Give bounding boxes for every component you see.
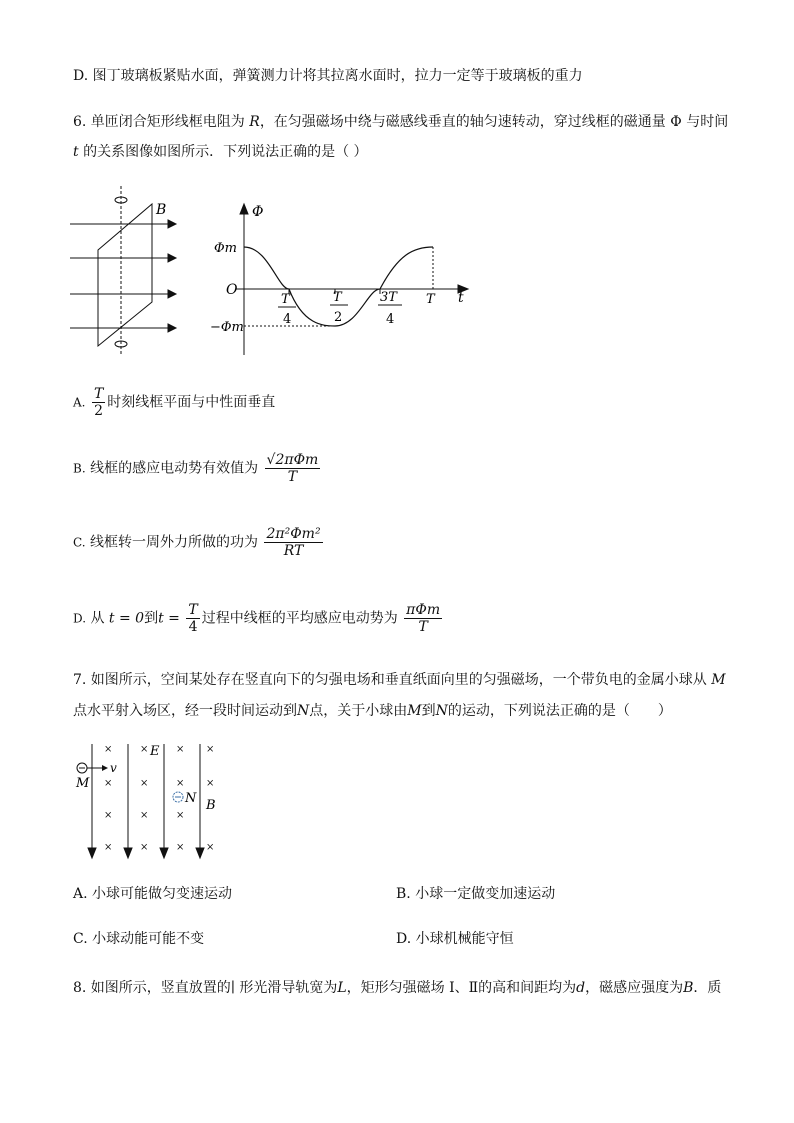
option-label: A. bbox=[73, 395, 86, 410]
q7-option-c: C. 小球动能可能不变 bbox=[73, 931, 205, 947]
q7-magnetic-crosses bbox=[104, 744, 214, 853]
frac-numerator: 2π²Φm² bbox=[266, 526, 321, 542]
frac-numerator: T bbox=[93, 386, 104, 402]
q7-field-figure bbox=[72, 738, 222, 862]
svg-text:×: × bbox=[176, 810, 185, 821]
svg-text:×: × bbox=[176, 778, 185, 789]
q6-resistance-symbol: R bbox=[249, 114, 260, 130]
frac-numerator: πΦm bbox=[406, 602, 441, 618]
q6-option-a bbox=[73, 386, 275, 422]
svg-text:×: × bbox=[104, 842, 113, 853]
option-text: 线框的感应电动势有效值为 bbox=[90, 460, 259, 477]
frac-denominator: 4 bbox=[188, 619, 198, 635]
option-label: C. bbox=[73, 535, 86, 550]
svg-text:×: × bbox=[140, 810, 149, 821]
svg-text:×: × bbox=[176, 842, 185, 853]
svg-text:×: × bbox=[176, 744, 185, 755]
q6-option-b bbox=[73, 452, 322, 488]
frac-numerator: √2πΦm bbox=[266, 452, 319, 468]
frac-denominator: RT bbox=[283, 543, 304, 559]
q6-text: 的关系图像如图所示．下列说法正确的是（ ） bbox=[78, 144, 368, 160]
q8-text: 形光滑导轨宽为 bbox=[234, 980, 338, 996]
svg-text:×: × bbox=[206, 744, 215, 755]
q8-text: ．质 bbox=[693, 980, 722, 996]
q8-width-symbol: L bbox=[337, 980, 347, 996]
q8-height-symbol: d bbox=[576, 980, 586, 996]
math-text: t = bbox=[158, 610, 180, 627]
q7-point-m: M bbox=[407, 703, 422, 719]
tick-label-t2-den: 2 bbox=[334, 310, 343, 325]
frac-denominator: 2 bbox=[94, 403, 104, 419]
q6-flux-graph bbox=[208, 200, 478, 360]
tick-label-3t4: 3T bbox=[380, 290, 397, 305]
q7-n-label: N bbox=[185, 791, 197, 806]
svg-text:×: × bbox=[140, 842, 149, 853]
option-label: B. bbox=[73, 461, 86, 476]
svg-text:×: × bbox=[104, 744, 113, 755]
option-text: 从 bbox=[90, 610, 105, 627]
option-text: 线框转一周外力所做的功为 bbox=[90, 534, 259, 551]
svg-text:×: × bbox=[104, 778, 113, 789]
svg-text:×: × bbox=[140, 744, 149, 755]
q7-b-label: B bbox=[206, 798, 216, 813]
q6-option-c bbox=[73, 526, 325, 562]
q6-field-lines bbox=[70, 220, 176, 332]
q7-text: 到 bbox=[421, 703, 436, 719]
svg-text:×: × bbox=[206, 778, 215, 789]
q7-option-d: D. 小球机械能守恒 bbox=[396, 931, 514, 947]
q7-text: 点水平射入场区，经一段时间运动到 bbox=[73, 703, 297, 719]
q6-text: 6. 单匝闭合矩形线框电阻为 bbox=[73, 114, 245, 130]
q8-text: ，磁感应强度为 bbox=[585, 980, 684, 996]
graph-min-label: −Φm bbox=[210, 320, 244, 335]
tick-label-t2: T bbox=[333, 290, 342, 305]
q7-text: 的运动，下列说法正确的是（ ） bbox=[447, 703, 672, 719]
q8-text: ，矩形匀强磁场 Ⅰ、Ⅱ的高和间距均为 bbox=[346, 980, 577, 996]
tick-label-3t4-den: 4 bbox=[386, 312, 395, 327]
q6-b-label: B bbox=[156, 202, 167, 218]
svg-text:×: × bbox=[104, 810, 113, 821]
tick-label-t4: T bbox=[281, 292, 290, 307]
q7-option-b: B. 小球一定做变加速运动 bbox=[396, 886, 556, 902]
tick-label-t4-den: 4 bbox=[283, 312, 292, 327]
q7-point-n: N bbox=[435, 703, 448, 719]
option-text: 到 bbox=[144, 610, 159, 627]
q8-rail-symbol: ∣ bbox=[230, 980, 235, 996]
q7-m-label: M bbox=[76, 776, 90, 791]
q7-velocity-label: v bbox=[110, 761, 117, 775]
q6-time-symbol: t bbox=[73, 144, 79, 160]
svg-text:×: × bbox=[206, 842, 215, 853]
q6-stem-line2 bbox=[73, 142, 368, 162]
option-label: D. bbox=[73, 611, 87, 626]
q5-option-d: D. 图丁玻璃板紧贴水面，弹簧测力计将其拉离水面时，拉力一定等于玻璃板的重力 bbox=[73, 68, 583, 84]
q8-text: 8. 如图所示，竖直放置的 bbox=[73, 980, 231, 996]
graph-max-label: Φm bbox=[214, 241, 237, 256]
q6-stem-line1 bbox=[73, 112, 728, 132]
q7-stem-line2 bbox=[73, 701, 672, 721]
frac-numerator: T bbox=[188, 602, 198, 618]
graph-origin-label: O bbox=[226, 282, 238, 298]
q7-option-a: A. 小球可能做匀变速运动 bbox=[73, 886, 233, 902]
q6-option-d bbox=[73, 602, 444, 638]
q7-point-m: M bbox=[711, 672, 726, 688]
q7-text: 点，关于小球由 bbox=[309, 703, 408, 719]
tick-label-t: T bbox=[426, 292, 435, 307]
q7-e-label: E bbox=[150, 744, 160, 759]
frac-denominator: T bbox=[287, 469, 298, 485]
q7-point-n: N bbox=[297, 703, 310, 719]
q7-text: 7. 如图所示，空间某处存在竖直向下的匀强电场和垂直纸面向里的匀强磁场，一个带负电的金属小球从 bbox=[73, 672, 707, 688]
graph-y-axis-label: Φ bbox=[252, 204, 264, 220]
q7-stem-line1 bbox=[73, 670, 726, 690]
q8-stem-line1 bbox=[73, 978, 721, 998]
option-text: 过程中线框的平均感应电动势为 bbox=[201, 610, 398, 627]
q8-b-symbol: B bbox=[683, 980, 694, 996]
q6-coil-figure bbox=[66, 186, 186, 356]
q6-text: ，在匀强磁场中绕与磁感线垂直的轴匀速转动，穿过线框的磁通量 Φ 与时间 bbox=[259, 114, 729, 130]
option-text: 时刻线框平面与中性面垂直 bbox=[107, 394, 276, 411]
frac-denominator: T bbox=[418, 619, 428, 635]
svg-text:×: × bbox=[140, 778, 149, 789]
math-text: t = 0 bbox=[108, 610, 145, 627]
graph-x-axis-label: t bbox=[458, 290, 464, 306]
